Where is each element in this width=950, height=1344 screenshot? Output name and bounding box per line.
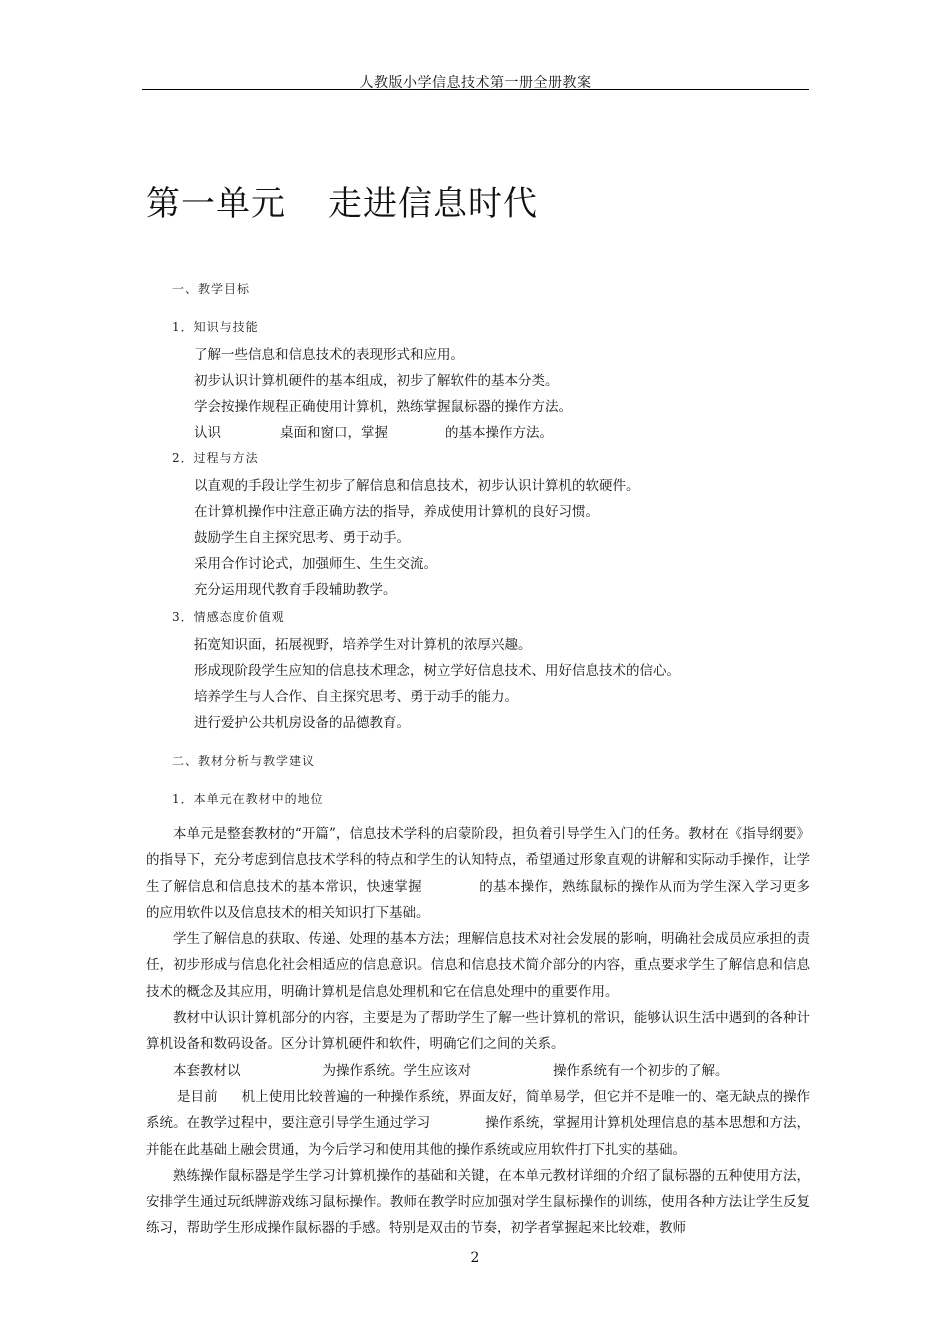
text-fragment: 是目前 [177, 1088, 218, 1105]
list-item: 形成现阶段学生应知的信息技术理念，树立学好信息技术、用好信息技术的信心。 [194, 663, 680, 679]
text-fragment: 为操作系统。学生应该对 [322, 1062, 471, 1079]
unit-number: 第一单元 [146, 184, 286, 224]
page-header-title: 人教版小学信息技术第一册全册教案 [359, 75, 592, 91]
list-item: 培养学生与人合作、自主探究思考、勇于动手的能力。 [194, 689, 518, 705]
paragraph: 熟练操作鼠标器是学生学习计算机操作的基础和关键，在本单元教材详细的介绍了鼠标器的五种使用方法，安排学生通过玩纸牌游戏练习鼠标操作。教师在教学时应加强对学生鼠标操作的训练，使用各种方法让学生反复练习，帮助学生形成操作鼠标器的手感。特别是双击的节奏，初学者掌握起来比较难，教师 [146, 1167, 810, 1237]
section-heading-objectives: 一、教学目标 [172, 282, 251, 296]
text-fragment: 的基本操作方法。 [445, 425, 553, 441]
paragraph [146, 1084, 810, 1163]
subheading-knowledge-skills: 1．知识与技能 [172, 320, 259, 334]
subheading-unit-position: 1．本单元在教材中的地位 [172, 792, 324, 806]
list-item: 进行爱护公共机房设备的品德教育。 [194, 715, 410, 731]
list-item: 了解一些信息和信息技术的表现形式和应用。 [194, 347, 464, 363]
paragraph: 教材中认识计算机部分的内容，主要是为了帮助学生了解一些计算机的常识，能够认识生活中遇到的各种计算机设备和数码设备。区分计算机硬件和软件，明确它们之间的关系。 [146, 1010, 810, 1053]
text-fragment: 本单元是整套教材的“开篇”，信息技术学科的启蒙阶段，担负着引导学生入门的任务。教材在《指导纲要》的指导下，充分考虑到信息技术学科的特点和学生的认知特点，希望通过形象直观的讲解和实际动手操作，让学生了解信息和信息技术的基本常识，快速掌握 [146, 826, 810, 895]
list-item: 在计算机操作中注意正确方法的指导，养成使用计算机的良好习惯。 [194, 504, 599, 520]
text-fragment: 操作系统有一个初步的了解。 [553, 1062, 729, 1079]
list-item: 采用合作讨论式，加强师生、生生交流。 [194, 556, 437, 572]
list-item [194, 421, 553, 441]
paragraph [146, 1058, 810, 1084]
text-fragment: 机上使用比较普遍的一种操作系统，界面友好，简单易学，但它并不是唯一的、毫无缺点的操作系统。在教学过程中，要注意引导学生通过学习 [146, 1088, 811, 1132]
subheading-attitude-values: 3．情感态度价值观 [172, 610, 285, 624]
paragraph [146, 821, 810, 926]
list-item: 鼓励学生自主探究思考、勇于动手。 [194, 530, 410, 546]
list-item: 初步认识计算机硬件的基本组成，初步了解软件的基本分类。 [194, 373, 559, 389]
paragraph: 学生了解信息的获取、传递、处理的基本方法；理解信息技术对社会发展的影响，明确社会成员应承担的责任，初步形成与信息化社会相适应的信息意识。信息和信息技术简介部分的内容，重点要求学生了解信息和信息技术的概念及其应用，明确计算机是信息处理机和它在信息处理中的重要作用。 [146, 931, 810, 1000]
list-item: 充分运用现代教育手段辅助教学。 [194, 582, 397, 598]
page-number: 2 [470, 1250, 480, 1266]
text-fragment: 本套教材以 [173, 1062, 241, 1079]
text-fragment: 认识 [194, 425, 221, 441]
unit-name: 走进信息时代 [328, 184, 538, 224]
subheading-process-methods: 2．过程与方法 [172, 451, 259, 465]
text-fragment: 桌面和窗口，掌握 [280, 425, 388, 441]
list-item: 以直观的手段让学生初步了解信息和信息技术，初步认识计算机的软硬件。 [194, 478, 640, 494]
text-fragment: 的基本操作，熟练鼠标的操作从而为学生深入学习更多的应用软件以及信息技术的相关知识打下基础。 [146, 878, 811, 921]
body-text [146, 821, 810, 1242]
list-item: 学会按操作规程正确使用计算机，熟练掌握鼠标器的操作方法。 [194, 399, 572, 415]
section-heading-analysis: 二、教材分析与教学建议 [172, 754, 316, 768]
header-rule [142, 89, 809, 90]
text-fragment: 操作系统，掌握用计算机处理信息的基本思想和方法，并能在此基础上融会贯通，为今后学习和使用其他的操作系统或应用软件打下扎实的基础。 [146, 1115, 811, 1158]
list-item: 拓宽知识面，拓展视野，培养学生对计算机的浓厚兴趣。 [194, 637, 532, 653]
unit-title [146, 176, 538, 225]
